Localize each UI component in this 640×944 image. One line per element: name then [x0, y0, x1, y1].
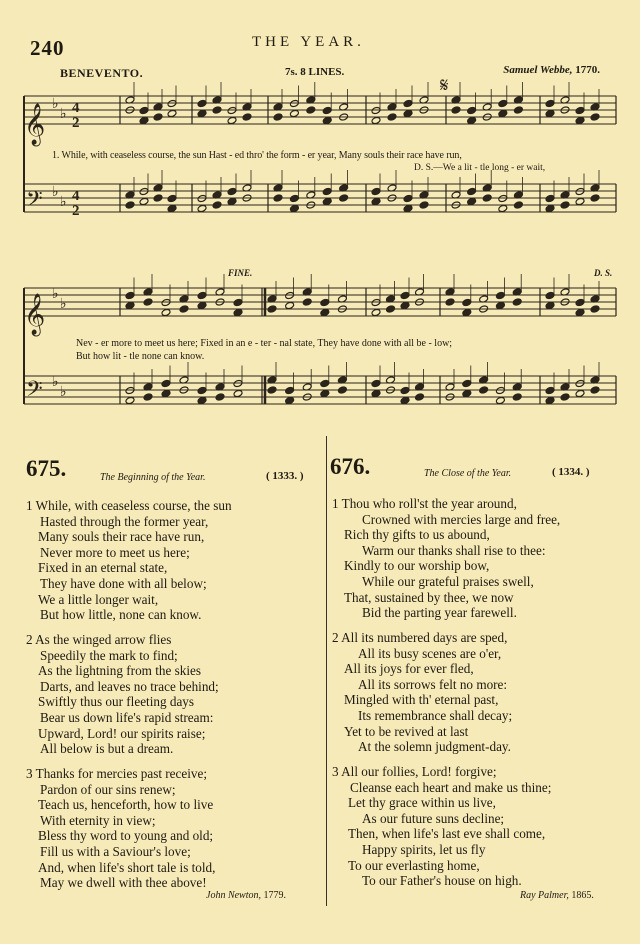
stanza-line: They have done with all below; [40, 575, 207, 591]
author-year: 1865. [571, 890, 594, 901]
stanza-line: That, sustained by thee, we now [344, 589, 514, 605]
stanza-line: As our future suns decline; [362, 810, 505, 826]
stanza-line: We a little longer wait, [38, 591, 159, 607]
svg-text:♭: ♭ [52, 374, 59, 390]
stanza-line: 1 Thou who roll'st the year around, [332, 496, 517, 511]
stanza-line: And, when life's short tale is told, [38, 859, 216, 875]
stanza-line: May we dwell with thee above! [40, 875, 207, 891]
stanza-line: Darts, and leaves no trace behind; [40, 678, 219, 694]
bass-clef-icon: 𝄢 [26, 187, 43, 217]
svg-text:♭: ♭ [52, 184, 59, 200]
stanza-line: 1 While, with ceaseless course, the sun [26, 498, 232, 513]
stanza-line: Bless thy word to young and old; [38, 828, 214, 844]
hymn-author [206, 890, 286, 901]
stanza-line: Fill us with a Saviour's love; [40, 843, 191, 859]
author-year: 1779. [263, 890, 286, 901]
stanza-line: Cleanse each heart and make us thine; [350, 779, 552, 795]
stanza-line: Mingled with th' eternal past, [344, 692, 499, 708]
stanza-line: All its sorrows felt no more: [358, 676, 508, 692]
column-divider [326, 436, 327, 906]
stanza [332, 630, 512, 755]
composer-year: 1770. [575, 64, 600, 76]
stanza-line: All its joys for ever fled, [344, 661, 474, 677]
stanza-line: All below is but a dream. [40, 741, 174, 757]
stanza-line: Bid the parting year farewell. [362, 605, 517, 621]
stanza-line: 3 All our follies, Lord! forgive; [332, 764, 497, 779]
stanza-line: Never more to meet us here; [40, 544, 190, 560]
stanza [26, 766, 215, 891]
stanza [332, 764, 551, 889]
tune-meter: 7s. 8 LINES. [285, 66, 345, 78]
stanza-line: To our everlasting home, [348, 857, 480, 873]
stanza-line: 3 Thanks for mercies past receive; [26, 766, 208, 781]
svg-text:♭: ♭ [52, 286, 59, 302]
clefs [24, 103, 45, 407]
svg-text:♭: ♭ [60, 296, 67, 312]
page-number: 240 [30, 36, 65, 60]
svg-text:♭: ♭ [60, 106, 67, 122]
svg-text:♭: ♭ [52, 96, 59, 112]
stanza [26, 498, 232, 623]
hymn-author [520, 890, 594, 901]
stanza-line: All its busy scenes are o'er, [358, 645, 502, 661]
lyric-line: 1. While, with ceaseless course, the sun Hast - ed thro' the form - er year, Many souls their race have run, [52, 150, 462, 161]
author-name: Ray Palmer, [520, 890, 569, 901]
fine-label: FINE. [228, 268, 253, 278]
segno-icon: 𝄋 [440, 73, 449, 97]
lyric-line: D. S.—We a lit - tle long - er wait, [414, 163, 546, 173]
stanza-line: To our Father's house on high. [362, 873, 522, 889]
composer-name: Samuel Webbe, [503, 64, 573, 76]
svg-text:♭: ♭ [60, 384, 67, 400]
stanza-line: Teach us, henceforth, how to live [38, 797, 214, 813]
stanza-line: While our grateful praises swell, [362, 573, 534, 589]
ds-label: D. S. [594, 268, 613, 278]
stanza-line: Hasted through the former year, [40, 513, 209, 529]
stanza-line: Speedily the mark to find; [40, 647, 178, 663]
stanza-line: Swiftly thus our fleeting days [38, 694, 195, 710]
stanza-line: Then, when life's last eve shall come, [348, 826, 546, 842]
tune-name: BENEVENTO. [60, 66, 144, 80]
stanza-line: Many souls their race have run, [38, 529, 205, 545]
hymn-number: 675. [26, 456, 67, 481]
lyric-line: Nev - er more to meet us here; Fixed in an e - ter - nal state, They have done with all be - low; [76, 338, 453, 349]
stanza-line: 2 All its numbered days are sped, [332, 630, 508, 645]
stanza-line: Rich thy gifts to us abound, [344, 527, 490, 543]
stanza-line: At the solemn judgment-day. [358, 739, 511, 755]
stanza [332, 496, 560, 621]
svg-text:2: 2 [72, 115, 80, 131]
stanza-line: Fixed in an eternal state, [38, 560, 168, 576]
hymn-reference: ( 1334. ) [552, 466, 590, 478]
key-signatures [52, 96, 67, 400]
svg-text:4: 4 [72, 100, 80, 116]
stanza-line: Upward, Lord! our spirits raise; [38, 725, 206, 741]
stanza-line: 2 As the winged arrow flies [26, 632, 172, 647]
page-heading: THE YEAR. [252, 34, 365, 50]
hymn-reference: ( 1333. ) [266, 470, 304, 482]
stanza-line: Happy spirits, let us fly [362, 841, 486, 857]
bass-clef-icon: 𝄢 [26, 377, 43, 407]
treble-clef-icon: 𝄞 [24, 294, 46, 335]
stanza-line: Crowned with mercies large and free, [362, 511, 561, 527]
stanza-line: With eternity in view; [40, 812, 156, 828]
hymn-number: 676. [330, 454, 371, 479]
stanza-line: Warm our thanks shall rise to thee: [362, 542, 546, 558]
author-name: John Newton, [206, 890, 261, 901]
stanza-line: Let thy grace within us live, [348, 795, 496, 811]
hymn-title: The Close of the Year. [424, 468, 512, 479]
hymn-title: The Beginning of the Year. [100, 472, 206, 483]
stanza-line: But how little, none can know. [40, 607, 202, 623]
svg-text:4: 4 [72, 188, 80, 204]
lyric-line: But how lit - tle none can know. [76, 351, 205, 362]
stanza [26, 632, 219, 757]
stanza-line: Its remembrance shall decay; [358, 707, 513, 723]
stanza-line: As the lightning from the skies [38, 663, 201, 679]
svg-text:♭: ♭ [60, 194, 67, 210]
svg-text:2: 2 [72, 203, 80, 219]
treble-clef-icon: 𝄞 [24, 104, 46, 145]
stanza-line: Bear us down life's rapid stream: [40, 709, 214, 725]
stanza-line: Yet to be revived at last [344, 723, 469, 739]
stanza-line: Kindly to our worship bow, [344, 558, 490, 574]
stanza-line: Pardon of our sins renew; [40, 781, 176, 797]
